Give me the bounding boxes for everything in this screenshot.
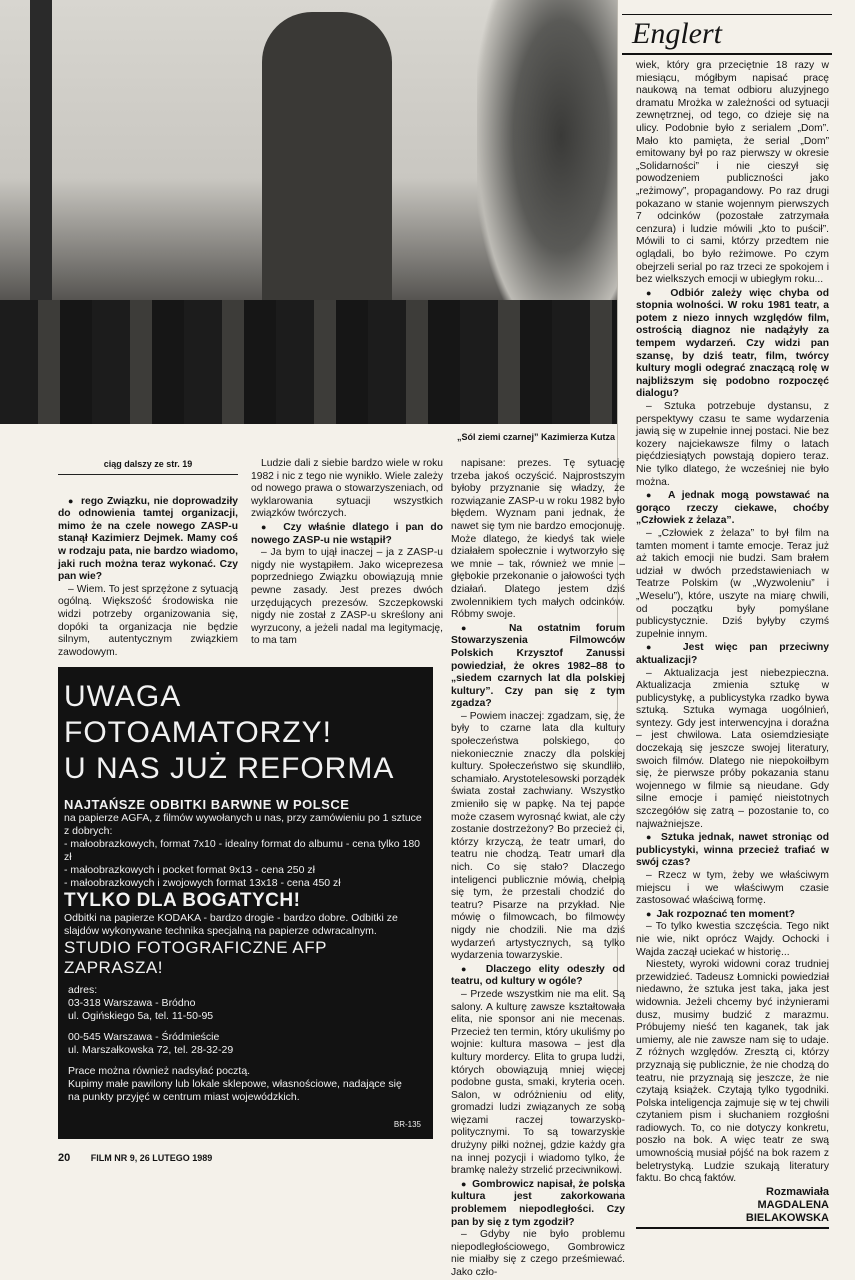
ad-rich-text: Odbitki na papierze KODAKA - bardzo drogie - bardzo dobre. Odbitki ze slajdów wykonywane technika specjalną na papierze odwracalnym. [64, 912, 398, 937]
ad-headline-2: FOTOAMATORZY! [64, 716, 333, 749]
photo-pole [30, 0, 52, 330]
ad-address-1-city: 03-318 Warszawa - Bródno [68, 997, 196, 1009]
page-footer [58, 1152, 212, 1164]
author-name-1: MAGDALENA [757, 1198, 829, 1211]
interview-paragraph: – Przede wszystkim nie ma elit. Są salony. A kulturę zawsze kształtowała elita, nie sponsor ani nie mecenas. Przecież ten termin, który ukuliśmy po wojnie: kultura masowa – jest dla kultury mordercy. Elita to grupa ludzi, których obowiązują mniej więcej podobne gusta, smaki, kryteria ocen. Salon, w odróżnieniu od elity, gromadzi ludzi związanych ze sobą więzami raczej towarzysko-politycznymi. To są towarzyskie drużyny piłki nożnej, gdzie każdy gra na innej pozycji i wiadomo tylko, że bramkę należy strzelić przeciwnikowi. [451, 988, 625, 1177]
ad-headline-3: U NAS JUŻ REFORMA [64, 752, 395, 785]
interview-question: ● Sztuka jednak, nawet stroniąc od publicystyki, winna przecież trafiać w swój czas? [636, 831, 829, 870]
interview-paragraph: – To tylko kwestia szczęścia. Tego nikt nie wie, nikt oprócz Wajdy. Ochocki i Wajda zaczął uciekać w historię... [636, 921, 829, 958]
interview-question: ● rego Związku, nie doprowadziły do odnowienia tamtej organizacji, mimo że na czele nowego ZASP-u stanął Kazimierz Dejmek. Mamy coś w rodzaju pata, nie bardzo wiadomo, jaki ruch można teraz wykonać. Czy pan wie? [58, 495, 238, 584]
ad-price-item: - małoobrazkowych, format 7x10 - idealny format do albumu - cena tylko 180 zł [64, 838, 421, 863]
advertisement [58, 667, 433, 1139]
ad-address-1-street: ul. Ogińskiego 5a, tel. 11-50-95 [68, 1010, 214, 1022]
ad-headline-1: UWAGA [64, 680, 182, 713]
interview-question: ● Odbiór zależy więc chyba od stopnia wolności. W roku 1981 teatr, a potem z niezo innych względów film, ostrością diagnoz nie nadążyły za tempem wydarzeń. Czy widzi pan szansę, by dziś teatr, film, twórcy kultury mogli odegrać znaczącą rolę w najbliższym się podobno rozpoczęć dialogu? [636, 287, 829, 401]
continued-note: ciąg dalszy ze str. 19 [58, 458, 238, 475]
masthead-title: Englert [632, 17, 722, 50]
column-1 [58, 458, 238, 659]
interview-paragraph: – Wiem. To jest sprzężone z sytuacją ogólną. Większość środowiska nie widzi potrzeby organizowania się, dopóki ta organizacja nie będzie silnym, autentycznym związkiem zawodowym. [58, 583, 238, 658]
interview-question: ● Czy właśnie dlatego i pan do nowego ZASP-u nie wstąpił? [251, 521, 443, 547]
author-label: Rozmawiała [766, 1185, 829, 1198]
interview-paragraph: – „Człowiek z żelaza” to był film na tamten moment i tamte emocje. Teraz już aż takich emocji nie budzi. Sam brałem udział w dwóch przedstawieniach w Teatrze Polskim (w „Wyzwoleniu” i „Weselu”), które, uszyte na miarę chwili, od początku były pomyślane publicystycznie. Dziś byłyby czymś zupełnie innym. [636, 527, 829, 640]
author-block [636, 1186, 829, 1229]
ad-subheadline: NAJTAŃSZE ODBITKI BARWNE W POLSCE [64, 797, 350, 812]
ad-rich-headline: TYLKO DLA BOGATYCH! [64, 890, 301, 911]
issue-info: FILM NR 9, 26 LUTEGO 1989 [90, 1153, 213, 1163]
interview-paragraph: – Aktualizacja jest niebezpieczna. Aktualizacja zmienia sztukę w publicystykę, a publicystyka rzadko bywa sztuką. Sztuka wymaga uogólnień, syntezy. Gdy jest interwencyjna i doraźna – jest chwilowa. Lata osiemdziesiąte doczekają się jeszcze swojej literatury, swoich filmów. Dlatego nie niepokoiłbym się, że pierwsze próby pokazania stanu wojennego w filmie są nieudane. Gdy silne emocje i pamięć nieistotnych szczegółów się zatrą – pozostanie to, co najważniejsze. [636, 667, 829, 830]
photo-soldier-figure [262, 12, 392, 342]
interview-paragraph: – Sztuka potrzebuje dystansu, z perspektywy czasu te same wydarzenia jawią się w zupełnie innej postaci. Nie bez kozery najciekawsze filmy o latach pięćdziesiątych powstają dopiero teraz. Nie tylko dlatego, że wcześniej nie było można. [636, 401, 829, 488]
ad-invite: ZAPRASZA! [64, 958, 163, 977]
interview-question: ● Jest więc pan przeciwny aktualizacji? [636, 641, 829, 667]
column-4-body [636, 60, 829, 1186]
ad-address-2-street: ul. Marszałkowska 72, tel. 28-32-29 [68, 1044, 234, 1056]
masthead [622, 14, 832, 55]
ad-intro: na papierze AGFA, z filmów wywołanych u nas, przy zamówieniu po 1 sztuce z dobrych: [64, 812, 422, 837]
ad-price-item: - małoobrazkowych i zwojowych format 13x18 - cena 450 zł [64, 877, 341, 889]
ad-price-item: - małoobrazkowych i pocket format 9x13 - cena 250 zł [64, 864, 315, 876]
interview-paragraph: – Ja bym to ujął inaczej – ja z ZASP-u nigdy nie wystąpiłem. Jako wiceprezesa poprzedniego Związku obowiązują mnie pewne zasady. Jest prezes dwóch urzędujących prezesów. Szczepkowski nigdy nie został z ZASP-u skreślony ani wyrzucony, a jeżeli nadal ma legitymację, to ma tam [251, 547, 443, 647]
interview-paragraph: – Rzecz w tym, żeby we właściwym miejscu i we właściwym czasie zastosować właściwą formę. [636, 870, 829, 907]
interview-question: ● Na ostatnim forum Stowarzyszenia Filmowców Polskich Krzysztof Zanussi powiedział, że okres 1982–88 to „siedem czarnych lat dla polskiej kultury”. Czy pan się z tym zgadza? [451, 622, 625, 711]
ad-address-2-city: 00-545 Warszawa - Śródmieście [68, 1031, 220, 1043]
interview-question: ● Dlaczego elity odeszły od teatru, od kultury w ogóle? [451, 963, 625, 989]
interview-paragraph: Niestety, wyroki widowni coraz trudniej przewidzieć. Tadeusz Łomnicki powiedział niedawno, że sztuka jest taka, jaka jest widownia. Jeżeli chcemy być inżynierami dusz, musimy budzić z marazmu. Próbujemy nieść ten kaganek, tak jak umiemy, ale nie zawsze nam się to udaje. Z różnych względów. Zresztą ci, którzy przyznają się publicznie, że nie chodzą do teatru, nie przyznają się jeszcze, że nie czytają książek. Czytają tylko tygodniki. Polska inteligencja zajmuje się w tej chwili czytaniem pism i słuchaniem rozgłośni radiowych. To, co nie dotyczy konkretu, poszło na bok. A więc teatr ze swą umownością musiał pójść na bok razem z beletrystyką. Ludzie szukają literatury faktu. Bo chcą faktów. [636, 959, 829, 1185]
ad-studio-name: STUDIO FOTOGRAFICZNE AFP [64, 938, 327, 957]
ad-price-list [64, 838, 425, 890]
interview-paragraph: Ludzie dali z siebie bardzo wiele w roku 1982 i nic z tego nie wynikło. Wiele zależy od nowego prawa o stowarzyszeniach, od wyklarowania sytuacji wszystkich związków twórczych. [251, 458, 443, 520]
photo-tree [477, 0, 617, 340]
film-still-photo [0, 0, 617, 424]
interview-paragraph: – Gdyby nie było problemu niepodległościowego, Gombrowicz nie miałby się z czego prześmiewać. Jako czło- [451, 1229, 625, 1278]
photo-caption: „Sól ziemi czarnej” Kazimierza Kutza [456, 432, 615, 442]
page-number: 20 [58, 1152, 71, 1164]
column-3 [451, 458, 625, 1280]
interview-question: ● A jednak mogą powstawać na gorąco rzeczy ciekawe, choćby „Człowiek z żelaza”. [636, 489, 829, 528]
interview-question: ● Gombrowicz napisał, że polska kultura jest zakorkowana problemem niepodległości. Czy pan by się z tym zgodził? [451, 1178, 625, 1229]
ad-buy-note: Kupimy małe pawilony lub lokale sklepowe, własnościowe, nadające się na punkty przyjęć w centrum miast wojewódzkich. [68, 1078, 402, 1103]
ad-address-label: adres: [68, 984, 98, 996]
interview-paragraph: – Powiem inaczej: zgadzam, się, że były to czarne lata dla kultury społeczeństwa polskiego, co niekoniecznie znaczy dla polskiej kultury. Społeczeństwo się skundliło, schamiało. Arystotelesowski porządek świata został zachwiany. Wszystko zmieniło się w papkę. Na tej papce może czasem wyrosnąć kwiat, ale czy zostanie dostrzeżony? Bo przecież ci, którzy krzyczą, że teatr umarł, do teatru nie chodzą. Teatr umarł dla nich. Co się stało? Dlaczego inteligenci publicznie mówią, chełpią się tym, że przestali chodzić do teatru? Pisarze na przykład. Nie mówię o filmowcach, bo filmowcy nigdy nie chodzili. Nie ma dziś wydarzeń artystycznych, są tylko wydarzenia towarzyskie. [451, 710, 625, 962]
column-4 [636, 60, 829, 1229]
interview-paragraph: wiek, który gra przeciętnie 18 razy w miesiącu, mógłbym napisać pracę naukową na temat odbioru aluzyjnego dramatu Mrożka w zależności od sytuacji zewnętrznej, od tego, co dzieje się na ulicy. Podobnie było z serialem „Dom”. Mało kto pamięta, że serial „Dom” emitowany był po raz pierwszy w okresie „Solidarności” i nie cieszył się powodzeniem publiczności jako „reżimowy”, propagandowy. Po raz drugi pokazano w stanie wojennym pierwszych 7 odcinków (pozostałe zatrzymała cenzura) i ludzie mówili „kto to puścił”. Mówili to ci sami, którzy przedtem nie oglądali, bo było reżimowe. Po czym obejrzeli serial po raz trzeci ze spokojem i bez wielkszych emocji w ubiegłym roku... [636, 60, 829, 286]
author-name-2: BIELAKOWSKA [745, 1211, 829, 1224]
interview-paragraph: napisane: prezes. Tę sytuację trzeba jakoś oczyścić. Najprostszym byłoby przyznanie się władzy, że rozwiązanie ZASP-u w roku 1982 było błędem. Wyznam pani jednak, że nawet się tym nie bardzo emocjonuję. Może dlatego, że kiedyś tak wiele działałem społecznie i wytworzyło się we mnie – tak, również we mnie – głębokie przekonanie o jałowości tych działań. Dlatego jestem dziś zwolennikiem tych małych odcinków. Róbmy swoje. [451, 458, 625, 621]
ad-code: BR-135 [393, 1120, 421, 1129]
ad-mail-note: Prace można również nadsyłać pocztą. [68, 1065, 251, 1077]
column-1-body [58, 495, 238, 660]
photo-crowd [0, 300, 617, 424]
interview-question: ● Jak rozpoznać ten moment? [636, 908, 829, 922]
column-2 [251, 458, 443, 648]
